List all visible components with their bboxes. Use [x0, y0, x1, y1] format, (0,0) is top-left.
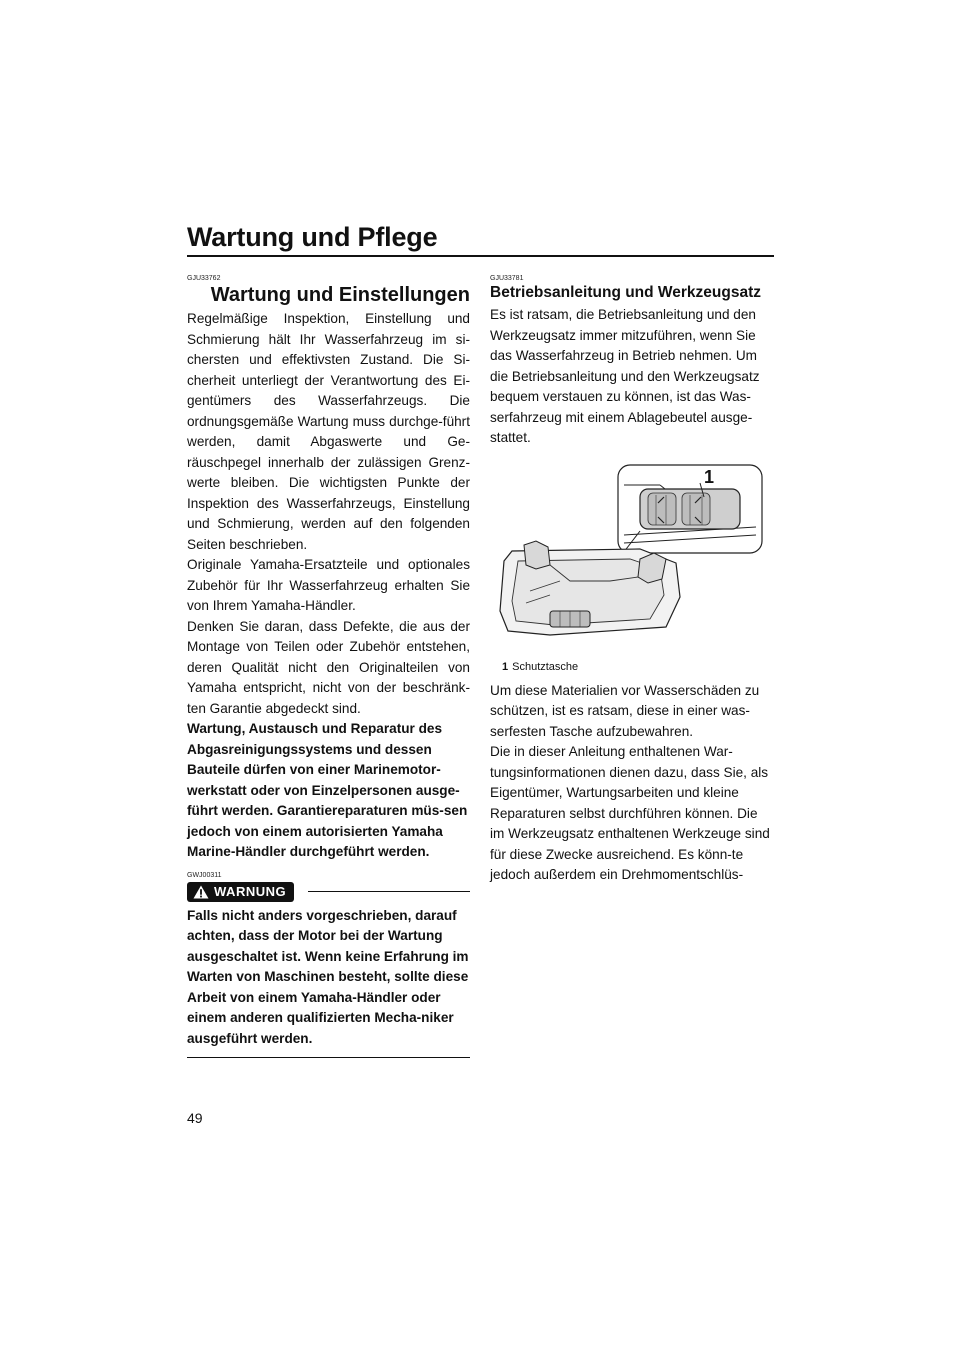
section-title-maintenance: Wartung und Einstellungen — [210, 284, 470, 306]
page-title: Wartung und Pflege — [187, 222, 438, 252]
warning-code: GWJ00311 — [187, 871, 222, 879]
warning-badge — [187, 882, 294, 902]
right-column — [490, 274, 773, 886]
warning-triangle-icon — [193, 885, 209, 899]
watercraft-storage-illustration — [490, 461, 773, 661]
body-paragraph: Es ist ratsam, die Betriebsanleitung und den Werkzeugsatz immer mitzuführen, wenn Sie das Wasserfahrzeug in Betrieb nehmen. Um die Betriebsanleitung und den Werkzeugsatz bequem verstauen zu können, ist das Was-serfahrzeug mit einem Ablagebeutel ausge-stattet. — [490, 307, 760, 445]
caption-text: Schutztasche — [512, 660, 579, 673]
figure-callout: 1 — [704, 466, 715, 487]
body-paragraph: Originale Yamaha-Ersatzteile und optionales Zubehör für Ihr Wasserfahrzeug erhalten Sie von Ihrem Yamaha-Händler. — [187, 557, 470, 613]
warning-label: WARNUNG — [214, 884, 287, 899]
bold-paragraph: Wartung, Austausch und Reparatur des Abgasreinigungssystems und dessen Bauteile dürfen von einer Marinemotor-werkstatt oder von Einzelpersonen ausge-führt werden. Garantiereparaturen müs-sen jedoch von einem autorisierten Yamaha Marine-Händler durchgeführt werden. — [187, 721, 468, 859]
warning-box — [187, 906, 470, 1059]
body-paragraph: Die in dieser Anleitung enthaltenen War-tungsinformationen dienen dazu, dass Sie, als Eigentümer, Wartungsarbeiten und kleine Reparaturen selbst durchführen können. Die im Werkzeugsatz enthaltenen Werkzeuge sind für diese Zwecke ausreichend. Es könn-te jedoch außerdem ein Drehmomentschlüs- — [490, 744, 770, 882]
body-paragraph: Regelmäßige Inspektion, Einstellung und Schmierung hält Ihr Wasserfahrzeug im si-chersten und effektivsten Zustand. Die Si-cherheit unterliegt der Verantwortung des Ei-gentümers des Wasserfahrzeugs. Die ordnungsgemäße Wartung muss durchge-führt werden, damit Abgaswerte und Ge-räuschpegel innerhalb der zulässigen Grenz-werte bleiben. Die wichtigsten Punkte der Inspektion des Wasserfahrzeugs, Einstellung und Schmierung, werden auf den folgenden Seiten beschrieben. — [187, 311, 470, 552]
figure-caption — [502, 661, 773, 673]
section-code: GJU33762 — [187, 275, 221, 282]
section-title-manual-toolkit: Betriebsanleitung und Werkzeugsatz — [490, 284, 762, 301]
page-number: 49 — [187, 1110, 203, 1126]
warning-text: Falls nicht anders vorgeschrieben, darauf achten, dass der Motor bei der Wartung ausgeschaltet ist. Wenn keine Erfahrung im Warten von Maschinen besteht, sollte diese Arbeit von einem Yamaha-Händler oder einem anderen qualifizierten Mecha-niker ausgeführt werden. — [187, 907, 469, 1046]
warning-rule — [308, 891, 470, 892]
caption-number: 1 — [502, 660, 509, 673]
warning-header — [187, 882, 470, 902]
left-column — [187, 274, 470, 1058]
page-header — [187, 222, 774, 257]
section-code: GJU33781 — [490, 275, 524, 282]
body-paragraph: Denken Sie daran, dass Defekte, die aus der Montage von Teilen oder Zubehör entstehen, deren Qualität nicht den Originalteilen von Yamaha entspricht, nicht von der beschränk-ten Garantie abgedeckt sind. — [187, 618, 470, 716]
figure-storage-pouch — [490, 461, 773, 661]
body-paragraph: Um diese Materialien vor Wasserschäden zu schützen, ist es ratsam, diese in einer was-serfesten Tasche aufzubewahren. — [490, 682, 760, 739]
